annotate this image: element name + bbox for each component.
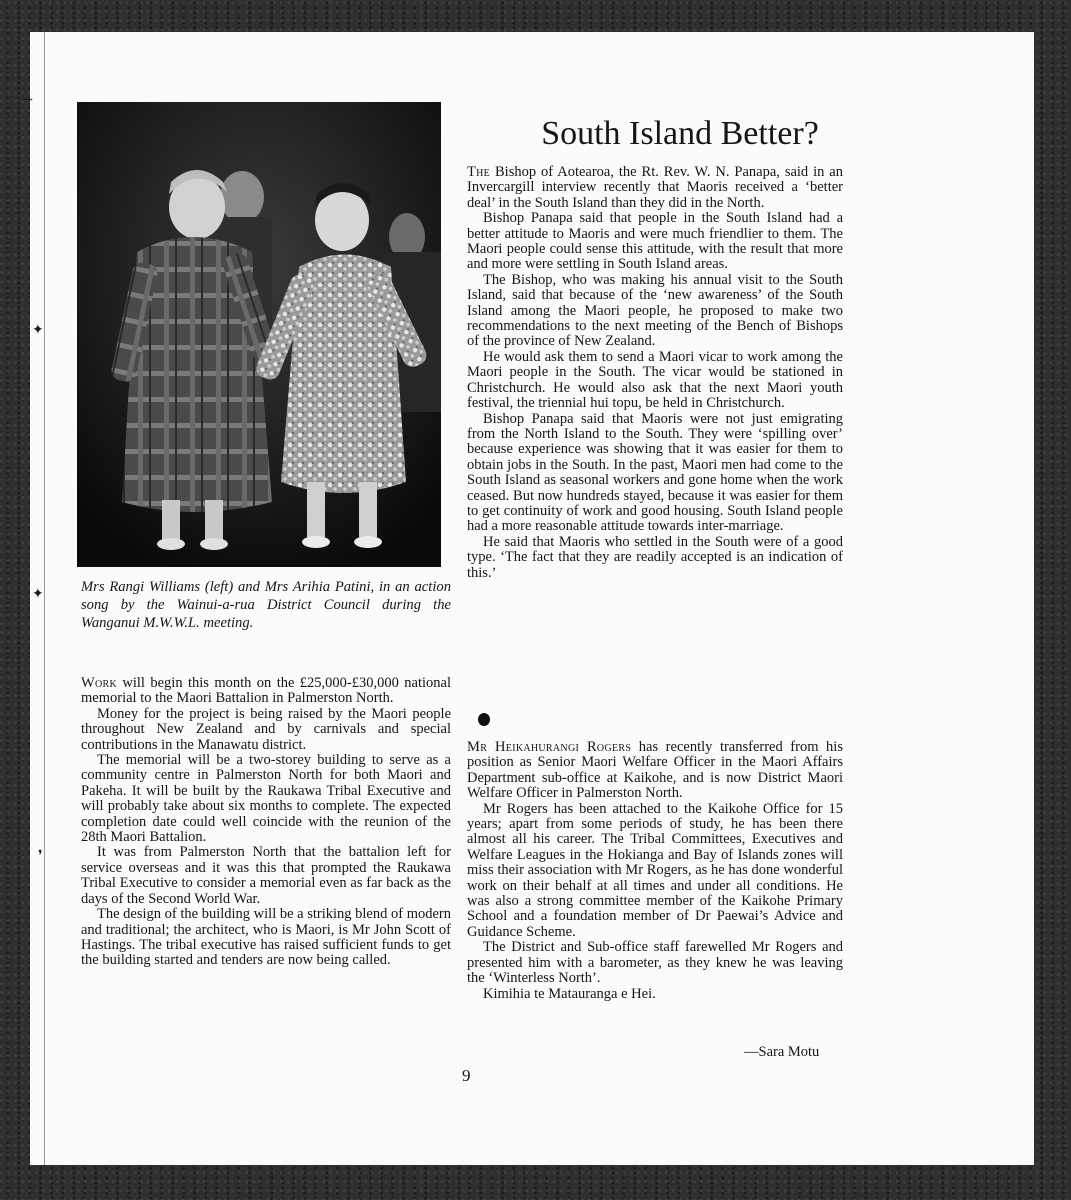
lead-smallcaps: Mr Heikahurangi Rogers — [467, 739, 632, 755]
article-paragraph: The Bishop, who was making his annual visit to the South Island, said that because of the ‘new awareness’ of the South Island among the Maori people, he proposed to make two recommendations to the next meeting of the Bench of Bishops of the province of New Zealand. — [467, 271, 843, 350]
article-paragraph: Mr Heikahurangi Rogers has recently transferred from his position as Senior Maori Welfare Officer in the Maori Affairs Department sub-office at Kaikohe, and is now District Maori Welfare Officer in Palmerston North. — [467, 739, 843, 802]
article-paragraph: Mr Rogers has been attached to the Kaikohe Office for 15 years; apart from some periods of study, he has been there almost all his career. The Tribal Committees, Executives and Welfare Leagues in the Hokianga and Bay of Islands zones will miss their association with Mr Rogers, as he has done wonderful work on their behalf at all times and under all conditions. He was also a strong committee member of the Kaikohe Primary School and a foundation member of Dr Paewai’s Advice and Guidance Scheme. — [467, 800, 843, 940]
article-paragraph: The Bishop of Aotearoa, the Rt. Rev. W. N. Panapa, said in an Invercargill interview recently that Maoris received a ‘better deal’ in the South Island than they did in the North. — [467, 164, 843, 211]
bullet-icon — [478, 713, 490, 726]
headline: South Island Better? — [541, 115, 819, 152]
photo-dancers-icon — [77, 102, 441, 567]
page-number: 9 — [462, 1066, 471, 1085]
article-rogers — [467, 740, 843, 1002]
author-signoff: —Sara Motu — [744, 1044, 820, 1060]
article-paragraph: Money for the project is being raised by the Maori people throughout New Zealand and by carnivals and special contributions in the Manawatu district. — [81, 705, 451, 753]
margin-mark-icon: ✦ — [32, 586, 44, 602]
article-paragraph: Bishop Panapa said that people in the South Island had a better attitude to Maoris and were much friendlier to them. The Maori people could sense this attitude, with the result that more and more were settling in South Island areas. — [467, 210, 843, 273]
photo-dancers — [77, 102, 441, 567]
article-paragraph: The design of the building will be a striking blend of modern and traditional; the architect, who is Maori, is Mr John Scott of Hastings. The tribal executive has raised sufficient funds to get the building started and tenders are now being called. — [81, 906, 451, 969]
margin-mark-icon: ~ — [22, 92, 34, 108]
article-south-island — [467, 165, 843, 581]
photo-caption: Mrs Rangi Williams (left) and Mrs Arihia Patini, in an action song by the Wainui-a-rua District Council during the Wanganui M.W.W.L. meeting. — [81, 579, 451, 631]
article-paragraph: It was from Palmerston North that the battalion left for service overseas and it was this that prompted the Raukawa Tribal Executive to consider a memorial even as far back as the days of the Second World War. — [81, 844, 451, 907]
article-paragraph: Work will begin this month on the £25,000-£30,000 national memorial to the Maori Battalion in Palmerston North. — [81, 675, 451, 707]
margin-mark-icon: ✦ — [32, 322, 44, 338]
binding-margin-line — [44, 32, 45, 1165]
lead-smallcaps: Work — [81, 675, 117, 691]
article-paragraph: He would ask them to send a Maori vicar to work among the Maori people in the South. The vicar would be stationed in Christchurch. He would also ask that the next Maori youth festival, the triennial hui topu, be held in Christchurch. — [467, 348, 843, 412]
margin-mark-icon: ❜ — [38, 848, 43, 864]
article-paragraph: Kimihia te Matauranga e Hei. — [483, 985, 656, 1002]
article-paragraph: Bishop Panapa said that Maoris were not just emigrating from the North Island to the South. They were ‘spilling over’ because experience was showing that it was easier for them to obtain jobs in the South. In the past, Maori men had come to the South Island as seasonal workers and gone home when the work ceased. But now hundreds stayed, because it was easier for them to get continuity of work and good housing. South Island people had a more reasonable attitude towards inter-marriage. — [467, 410, 843, 535]
article-paragraph: The District and Sub-office staff farewelled Mr Rogers and presented him with a barometer, as they knew he was leaving the ‘Winterless North’. — [467, 939, 843, 987]
article-paragraph: The memorial will be a two-storey building to serve as a community centre in Palmerston North for both Maori and Pakeha. It will be built by the Raukawa Tribal Executive and will probably take about six months to complete. The expected completion date could well coincide with the reunion of the 28th Maori Battalion. — [81, 752, 451, 846]
article-paragraph: He said that Maoris who settled in the South were of a good type. ‘The fact that they are readily accepted is an indication of this.’ — [467, 533, 843, 581]
article-memorial — [81, 676, 451, 969]
lead-smallcaps: The — [467, 164, 491, 180]
